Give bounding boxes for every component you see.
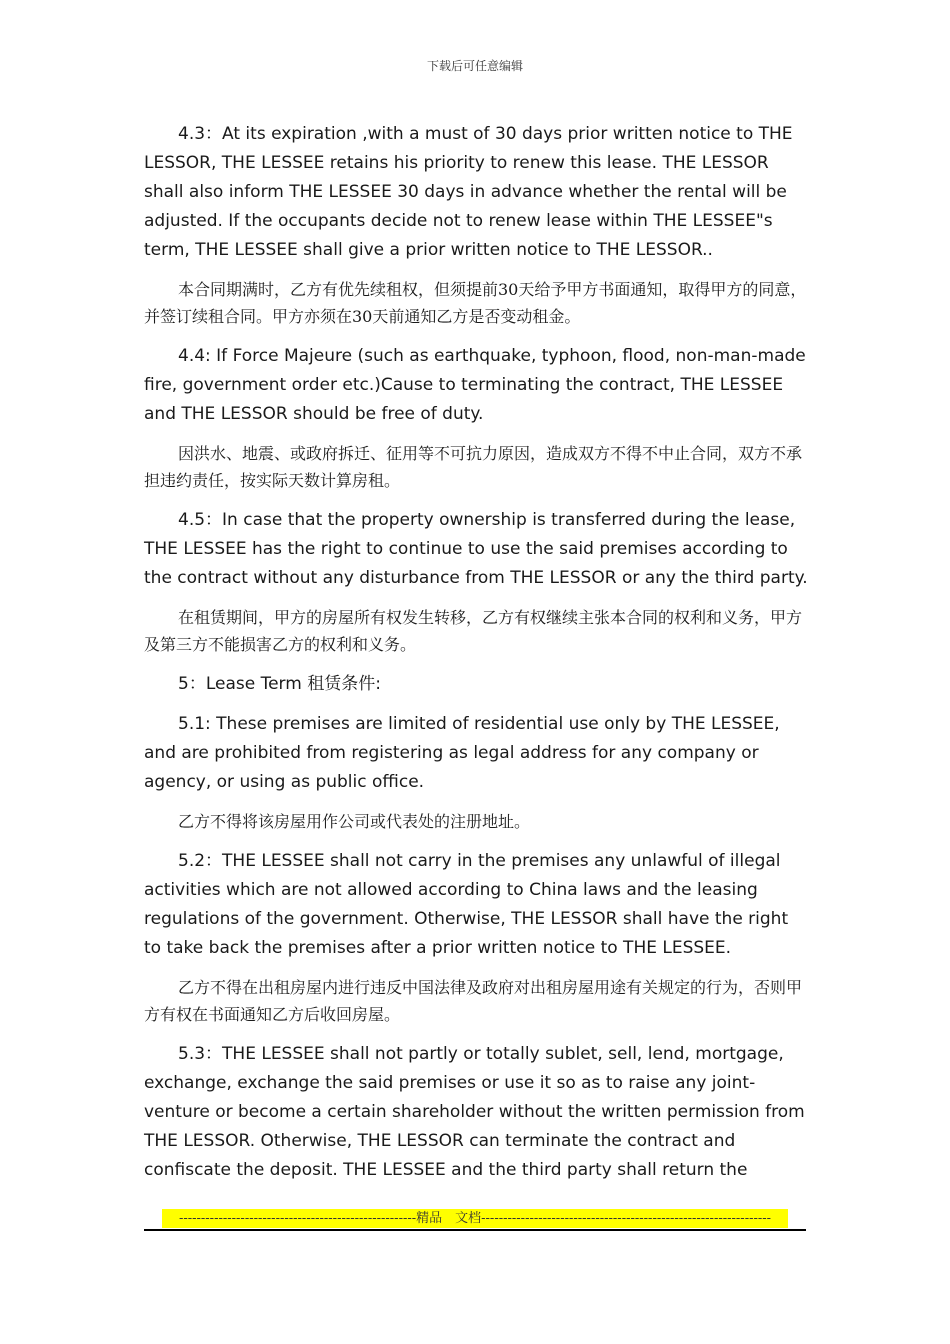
clause-5-1-chinese: 乙方不得将该房屋用作公司或代表处的注册地址。 bbox=[178, 812, 531, 831]
clause-4-3-chinese: 本合同期满时，乙方有优先续租权，但须提前30天给予甲方书面通知，取得甲方的同意，并签订续租合同。甲方亦须在30天前通知乙方是否变动租金。 bbox=[144, 280, 807, 326]
footer-divider bbox=[144, 1229, 806, 1231]
page-header-note: 下载后可任意编辑 bbox=[426, 59, 523, 73]
clause-5-2-english: 5.2：THE LESSEE shall not carry in the premises any unlawful of illegal activities which are not allowed according to China laws and the leasing regulations of the government. Otherwise, THE LESSOR shall have the right to take back the premises after a prior written notice to THE LESSEE. bbox=[144, 851, 789, 958]
clause-4-4-chinese: 因洪水、地震、或政府拆迁、征用等不可抗力原因，造成双方不得不中止合同，双方不承担违约责任，按实际天数计算房租。 bbox=[144, 444, 803, 490]
section-5-heading: 5：Lease Term 租赁条件: bbox=[178, 674, 381, 694]
clause-5-3-english: 5.3：THE LESSEE shall not partly or totally sublet, sell, lend, mortgage, exchange, exchange the said premises or use it so as to raise any joint-venture or become a certain shareholder without the written permission from THE LESSOR. Otherwise, THE LESSOR can terminate the contract and confiscate the deposit. THE LESSEE and the third party shall return the bbox=[144, 1044, 805, 1180]
clause-4-3-english: 4.3：At its expiration ,with a must of 30 days prior written notice to THE LESSOR, THE LESSEE retains his priority to renew this lease. THE LESSOR shall also inform THE LESSEE 30 days in advance whether the rental will be adjusted. If the occupants decide not to renew lease within THE LESSEE"s term, THE LESSEE shall give a prior written notice to THE LESSOR.. bbox=[144, 124, 793, 260]
clause-5-2-chinese: 乙方不得在出租房屋内进行违反中国法律及政府对出租房屋用途有关规定的行为，否则甲方有权在书面通知乙方后收回房屋。 bbox=[144, 978, 803, 1024]
clause-4-5-english: 4.5：In case that the property ownership is transferred during the lease, THE LESSEE has the right to continue to use the said premises according to the contract without any disturbance from THE LESSOR or any the third party. bbox=[144, 510, 808, 588]
clause-5-1-english: 5.1: These premises are limited of residential use only by THE LESSEE, and are prohibited from registering as legal address for any company or agency, or using as public office. bbox=[144, 714, 780, 792]
clause-4-5-chinese: 在租赁期间，甲方的房屋所有权发生转移，乙方有权继续主张本合同的权利和义务，甲方及第三方不能损害乙方的权利和义务。 bbox=[144, 608, 803, 654]
footer-banner: ------------------------------------------------------精品 文档------------------------------------------------------------------ bbox=[162, 1209, 788, 1228]
clause-4-4-english: 4.4: If Force Majeure (such as earthquake, typhoon, flood, non-man-made fire, government order etc.)Cause to terminating the contract, THE LESSEE and THE LESSOR should be free of duty. bbox=[144, 346, 806, 424]
document-body bbox=[144, 120, 808, 1196]
